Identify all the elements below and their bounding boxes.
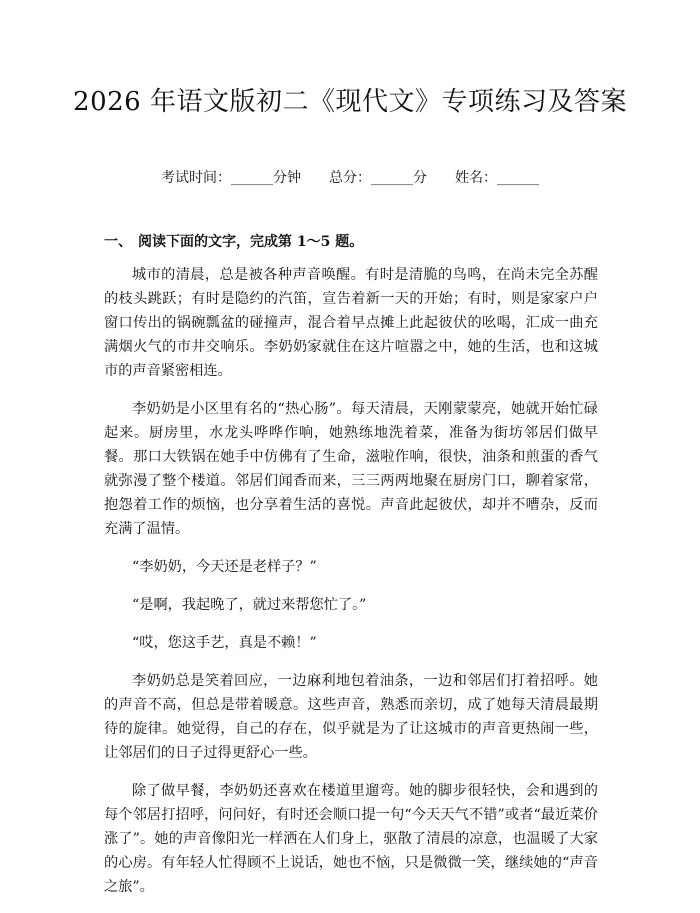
dialogue-line: “是啊，我起晚了，就过来帮您忙了。” — [132, 597, 367, 613]
dialogue-line: “李奶奶，今天还是老样子？” — [132, 559, 317, 575]
page-title: 2026 年语文版初二《现代文》专项练习及答案 — [73, 87, 627, 117]
passage-paragraph: 除了做早餐，李奶奶还喜欢在楼道里遛弯。她的脚步很轻快，会和遇到的每个邻居打招呼，问问好，有时还会顺口提一句“今天天气不错”或者“最近菜价涨了”。她的声音像阳光一样洒在人们身上，驱散了清晨的凉意，也温暖了大家的心房。有年轻人忙得顾不上说话，她也不恼，只是微微一笑，继续她的“声音之旅”。 — [104, 783, 598, 895]
total-score-field: 总分：______分 — [329, 170, 427, 186]
reading-passage — [104, 263, 598, 913]
section-number: 一、 — [104, 234, 132, 250]
passage-paragraph: 李奶奶总是笑着回应，一边麻利地包着油条，一边和邻居们打着招呼。她的声音不高，但总是带着暖意。这些声音，熟悉而亲切，成了她每天清晨最期待的旋律。她觉得，自己的存在，似乎就是为了让这城市的声音更热闹一些，让邻居们的日子过得更舒心一些。 — [104, 673, 598, 761]
exam-info-line — [0, 168, 700, 188]
passage-paragraph: 城市的清晨，总是被各种声音唤醒。有时是清脆的鸟鸣，在尚未完全苏醒的枝头跳跃；有时是隐约的汽笛，宣告着新一天的开始；有时，则是家家户户窗口传出的锅碗瓢盆的碰撞声，混合着早点摊上此起彼伏的吆喝，汇成一曲充满烟火气的市井交响乐。李奶奶家就住在这片喧嚣之中，她的生活，也和这城市的声音紧密相连。 — [104, 267, 598, 379]
passage-paragraph: 李奶奶是小区里有名的“热心肠”。每天清晨，天刚蒙蒙亮，她就开始忙碌起来。厨房里，水龙头哗哗作响，她熟练地洗着菜，准备为街坊邻居们做早餐。那口大铁锅在她手中仿佛有了生命，滋啦作响，很快，油条和煎蛋的香气就弥漫了整个楼道。邻居们闻香而来，三三两两地聚在厨房门口，聊着家常，抱怨着工作的烦恼，也分享着生活的喜悦。声音此起彼伏，却并不嘈杂，反而充满了温情。 — [104, 401, 598, 537]
section-instruction: 阅读下面的文字，完成第 1～5 题。 — [138, 234, 364, 250]
student-name-field: 姓名：______ — [455, 170, 539, 186]
exam-time-field: 考试时间：______分钟 — [161, 170, 301, 186]
dialogue-line: “哎，您这手艺，真是不赖！” — [132, 635, 317, 651]
section-heading — [104, 232, 363, 252]
